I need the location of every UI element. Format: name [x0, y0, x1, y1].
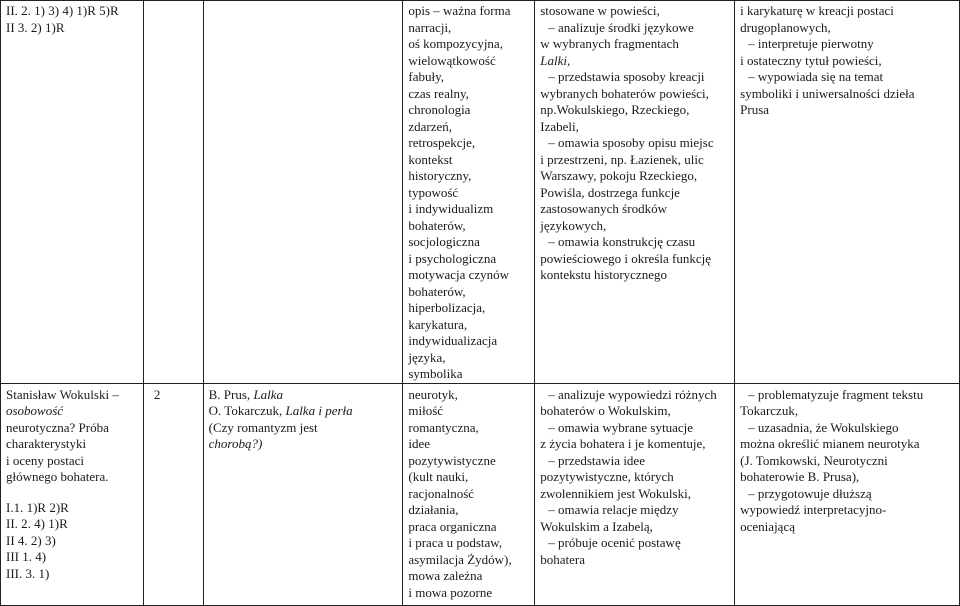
cell-extended-outcomes	[735, 383, 960, 605]
text-line: języka,	[408, 349, 446, 365]
text-line: Lalki,	[540, 52, 571, 68]
text-line: praca organiczna	[408, 518, 497, 534]
text-line: – przedstawia sposoby kreacji	[540, 69, 730, 86]
text-line: głównego bohatera.	[6, 469, 109, 484]
text-line: i oceny postaci	[6, 452, 84, 468]
text-line: i przestrzeni, np. Łazienek, ulic	[540, 151, 704, 167]
text-line: wielowątkowość	[408, 52, 496, 68]
text-line: idee	[408, 436, 431, 451]
text-line: działania,	[408, 502, 459, 517]
text-line: bohatera	[540, 551, 585, 567]
text-line: neurotyk,	[408, 386, 458, 402]
table-row	[1, 1, 960, 384]
cell-concepts	[403, 1, 535, 384]
text-line: II 4. 2) 3)	[6, 532, 56, 548]
text-line: wybranych bohaterów powieści,	[540, 85, 709, 101]
text-line: Stanisław Wokulski –	[6, 386, 119, 402]
text-line: drugoplanowych,	[740, 19, 831, 35]
text-line: można określić mianem neurotyka	[740, 436, 920, 451]
text-line: – przygotowuje dłuższą	[740, 486, 955, 503]
text-line: III. 3. 1)	[6, 565, 50, 581]
text-line: fabuły,	[408, 69, 444, 84]
text-line: II 3. 2) 1)R	[6, 19, 65, 35]
text-line: i karykaturę w kreacji postaci	[740, 3, 894, 18]
text-line: i ostateczny tytuł powieści,	[740, 52, 882, 68]
text-line: – uzasadnia, że Wokulskiego	[740, 420, 955, 437]
text-line: B. Prus, Lalka	[208, 386, 284, 402]
text-line: opis – ważna forma	[408, 3, 511, 18]
text-line: Wokulskim a Izabelą,	[540, 518, 653, 534]
text-line: mowa zależna	[408, 568, 483, 583]
text-line: motywacja czynów	[408, 267, 510, 282]
text-line: bohaterów,	[408, 217, 466, 233]
text-line: stosowane w powieści,	[540, 3, 660, 18]
text-line: – omawia konstrukcję czasu	[540, 234, 730, 251]
text-line: neurotyczna? Próba	[6, 419, 109, 435]
text-line: – omawia relacje między	[540, 502, 730, 519]
text-line: pozytywistyczne	[408, 452, 496, 468]
text-line: I.1. 1)R 2)R	[6, 499, 69, 515]
text-line: bohaterowie B. Prusa),	[740, 469, 860, 484]
text-line: chorobą?)	[208, 436, 263, 451]
text-line: z życia bohatera i je komentuje,	[540, 436, 706, 451]
cell-basic-outcomes	[535, 1, 735, 384]
text-line: oś kompozycyjna,	[408, 36, 503, 51]
text-line: czas realny,	[408, 85, 469, 101]
text-line: – próbuje ocenić postawę	[540, 535, 730, 552]
text-line: socjologiczna	[408, 234, 480, 249]
text-line: – omawia sposoby opisu miejsc	[540, 135, 730, 152]
text-line: i mowa pozorne	[408, 584, 493, 600]
text-line: bohaterów o Wokulskim,	[540, 403, 671, 418]
text-line: O. Tokarczuk, Lalka i perła	[208, 403, 353, 418]
text-line: indywidualizacja	[408, 333, 498, 348]
text-line: (kult nauki,	[408, 469, 469, 484]
text-line: (Czy romantyzm jest	[208, 419, 318, 435]
text-line: powieściowego i określa funkcję	[540, 250, 711, 266]
text-line: i praca u podstaw,	[408, 535, 503, 550]
text-line: – interpretuje pierwotny	[740, 36, 955, 53]
text-line: – przedstawia idee	[540, 453, 730, 470]
text-line: Prusa	[740, 102, 770, 117]
table-row	[1, 383, 960, 605]
cell-basic-outcomes	[535, 383, 735, 605]
text-line: zdarzeń,	[408, 118, 453, 134]
text-line: zastosowanych środków	[540, 201, 667, 216]
text-line: – wypowiada się na temat	[740, 69, 955, 86]
text-line: pozytywistyczne, których	[540, 469, 674, 484]
text-line: i psychologiczna	[408, 250, 497, 266]
text-line: Izabeli,	[540, 118, 579, 134]
text-line: III 1. 4)	[6, 549, 47, 564]
text-line: narracji,	[408, 19, 452, 35]
text-line: chronologia	[408, 102, 471, 117]
text-line: – omawia wybrane sytuacje	[540, 420, 730, 437]
text-line: osobowość	[6, 403, 64, 418]
text-line: II. 2. 1) 3) 4) 1)R 5)R	[6, 3, 119, 18]
text-line: w wybranych fragmentach	[540, 36, 679, 51]
text-line: symbolika	[408, 366, 463, 381]
text-line: Tokarczuk,	[740, 403, 799, 418]
text-line: (J. Tomkowski, Neurotyczni	[740, 452, 888, 468]
text-line: karykatura,	[408, 316, 468, 332]
text-line: bohaterów,	[408, 283, 466, 299]
cell-texts	[203, 1, 403, 384]
text-line: charakterystyki	[6, 436, 87, 451]
text-line: i indywidualizm	[408, 201, 494, 216]
cell-topic	[1, 383, 144, 605]
cell-hours	[143, 1, 203, 384]
text-line: retrospekcje,	[408, 135, 476, 150]
text-line: – analizuje środki językowe	[540, 20, 730, 37]
text-line: asymilacja Żydów),	[408, 551, 512, 567]
text-line: – analizuje wypowiedzi różnych	[540, 387, 730, 404]
text-line: kontekstu historycznego	[540, 267, 667, 282]
text-line: – problematyzuje fragment tekstu	[740, 387, 955, 404]
text-line: kontekst	[408, 151, 453, 167]
text-line: typowość	[408, 184, 459, 200]
text-line: Warszawy, pokoju Rzeckiego,	[540, 168, 698, 183]
text-line: wypowiedź interpretacyjno-	[740, 502, 887, 517]
text-line: np.Wokulskiego, Rzeckiego,	[540, 102, 690, 117]
text-line: oceniającą	[740, 518, 795, 534]
cell-extended-outcomes	[735, 1, 960, 384]
text-line: hiperbolizacja,	[408, 300, 486, 315]
cell-texts	[203, 383, 403, 605]
hours-value: 2	[153, 386, 161, 402]
text-line: miłość	[408, 403, 444, 418]
text-line: Powiśla, dostrzega funkcje	[540, 184, 680, 200]
cell-requirements	[1, 1, 144, 384]
text-line: romantyczna,	[408, 419, 479, 435]
cell-concepts	[403, 383, 535, 605]
text-line: II. 2. 4) 1)R	[6, 516, 68, 531]
text-line: symboliki i uniwersalności dzieła	[740, 85, 915, 101]
text-line: zwolennikiem jest Wokulski,	[540, 485, 691, 501]
text-line: racjonalność	[408, 485, 475, 501]
text-line: historyczny,	[408, 168, 472, 183]
text-line: językowych,	[540, 217, 607, 233]
cell-hours	[143, 383, 203, 605]
